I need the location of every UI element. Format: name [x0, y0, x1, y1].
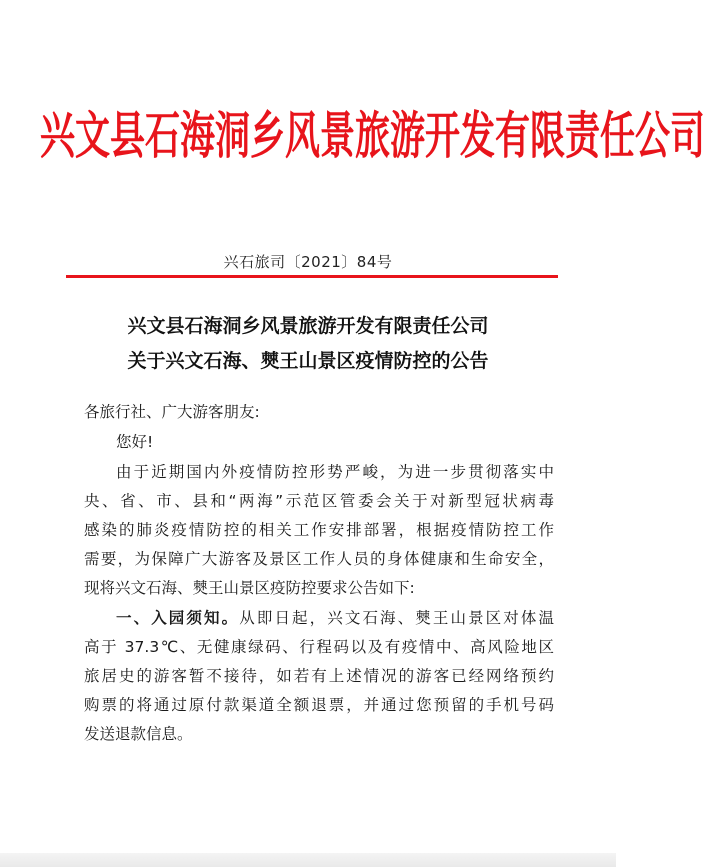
section-1-line-5: 发送退款信息。 [84, 725, 193, 743]
section-1-line-2: 高于 37.3℃、无健康绿码、行程码以及有疫情中、高风险地区 [84, 638, 554, 656]
red-letterhead: 兴文县石海洞乡风景旅游开发有限责任公司 [40, 106, 705, 166]
document-number: 兴石旅司〔2021〕84号 [223, 253, 393, 271]
paragraph-1-line-5: 现将兴文石海、僰王山景区疫防控要求公告如下: [84, 579, 415, 597]
red-divider-rule [66, 275, 558, 278]
section-1-first-line [116, 604, 554, 633]
salutation: 各旅行社、广大游客朋友: [84, 403, 260, 421]
notice-title-line-2: 关于兴文石海、僰王山景区疫情防控的公告 [127, 350, 489, 372]
page-bottom-edge [0, 853, 616, 867]
paragraph-1-line-4: 需要，为保障广大游客及景区工作人员的身体健康和生命安全， [84, 550, 554, 568]
section-1-line-4: 购票的将通过原付款渠道全额退票，并通过您预留的手机号码 [84, 696, 554, 714]
section-1-first-text: 从即日起，兴文石海、僰王山景区对体温 [239, 609, 554, 627]
section-1-line-3: 旅居史的游客暂不接待，如若有上述情况的游客已经网络预约 [84, 667, 554, 685]
paragraph-1-line-1: 由于近期国内外疫情防控形势严峻，为进一步贯彻落实中 [116, 463, 554, 481]
greeting: 您好! [116, 433, 154, 451]
paragraph-1-line-2: 央、省、市、县和“两海”示范区管委会关于对新型冠状病毒 [84, 492, 554, 510]
notice-title-line-1: 兴文县石海洞乡风景旅游开发有限责任公司 [127, 315, 489, 337]
section-1-heading: 一、入园须知。 [116, 609, 240, 627]
paragraph-1-line-3: 感染的肺炎疫情防控的相关工作安排部署，根据疫情防控工作 [84, 521, 554, 539]
